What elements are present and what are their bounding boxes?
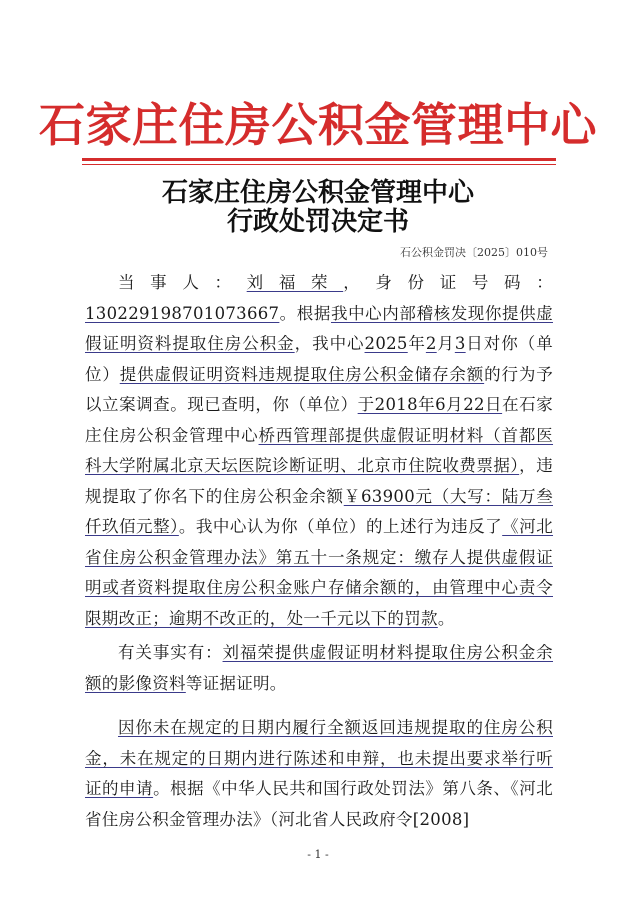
evidence: 刘福荣提供虚假证明材料提取住房公积金余额的影像资料 <box>85 643 553 693</box>
case-month: 2 <box>425 334 437 353</box>
case-basis: 我中心内部稽核发现你提供虚假证明资料提取住房公积金 <box>85 303 553 353</box>
red-rule-thick <box>82 158 556 161</box>
department-materials: 桥西管理部提供虚假证明材料（首都医科大学附属北京天坛医院诊断证明、北京市住院收费票据） <box>85 425 554 475</box>
text: 。根据 <box>279 303 331 323</box>
conduct: 提供虚假证明资料违规提取住房公积金储存余额 <box>119 364 485 384</box>
text: 。 <box>437 608 455 628</box>
document-title-line1: 石家庄住房公积金管理中心 <box>161 178 474 208</box>
text: 。我中心认为你（单位）的上述行为违反了 <box>178 517 503 536</box>
paragraph-parties <box>85 268 553 634</box>
party-name: 刘福荣 <box>246 273 344 292</box>
page-number: - 1 - <box>307 848 329 861</box>
text: 当事人： <box>118 273 247 292</box>
text: ，身份证号码： <box>343 273 553 292</box>
text: 等证据证明。 <box>185 673 287 693</box>
text: 日对你（单位） <box>85 334 553 384</box>
text: ，违规提取了你名下的住房公积金余额 <box>85 456 553 506</box>
amount: ￥63900元（大写：陆万叁仟玖佰元整） <box>85 486 553 536</box>
document-title-line2: 行政处罚决定书 <box>226 207 409 237</box>
red-rule-thin <box>82 164 556 165</box>
text: 月 <box>436 334 455 353</box>
text: 有关事实有： <box>118 643 223 662</box>
paragraph-evidence <box>85 638 553 699</box>
case-day: 3 <box>454 334 466 353</box>
document-number: 石公积金罚决〔2025〕010号 <box>400 246 548 259</box>
id-number: 130229198701073667 <box>85 303 280 323</box>
paragraph-decision <box>85 713 553 835</box>
violation-date: 于2018年6月22日 <box>357 395 503 414</box>
text: ，我中心 <box>294 334 365 353</box>
text: 的行为予以立案调查。现已查明，你（单位） <box>85 364 553 414</box>
failure-statement: 因你未在规定的日期内履行全额返回违规提取的住房公积金，未在规定的日期内进行陈述和申辩，也未提出要求举行听证的申请 <box>85 718 553 798</box>
text: 。根据《中华人民共和国行政处罚法》第八条、《河北省住房公积金管理办法》（河北省人民政府令[2008] <box>85 779 554 829</box>
text: 年 <box>407 334 426 353</box>
document-body <box>85 268 553 835</box>
case-year: 2025 <box>364 334 408 353</box>
text: 在石家庄住房公积金管理中心 <box>85 395 553 445</box>
law-citation: 《河北省住房公积金管理办法》第五十一条规定：缴存人提供虚假证明或者资料提取住房公积金账户存储余额的，由管理中心责令限期改正；逾期不改正的，处一千元以下的罚款 <box>85 517 554 628</box>
masthead-title: 石家庄住房公积金管理中心 <box>39 98 597 152</box>
